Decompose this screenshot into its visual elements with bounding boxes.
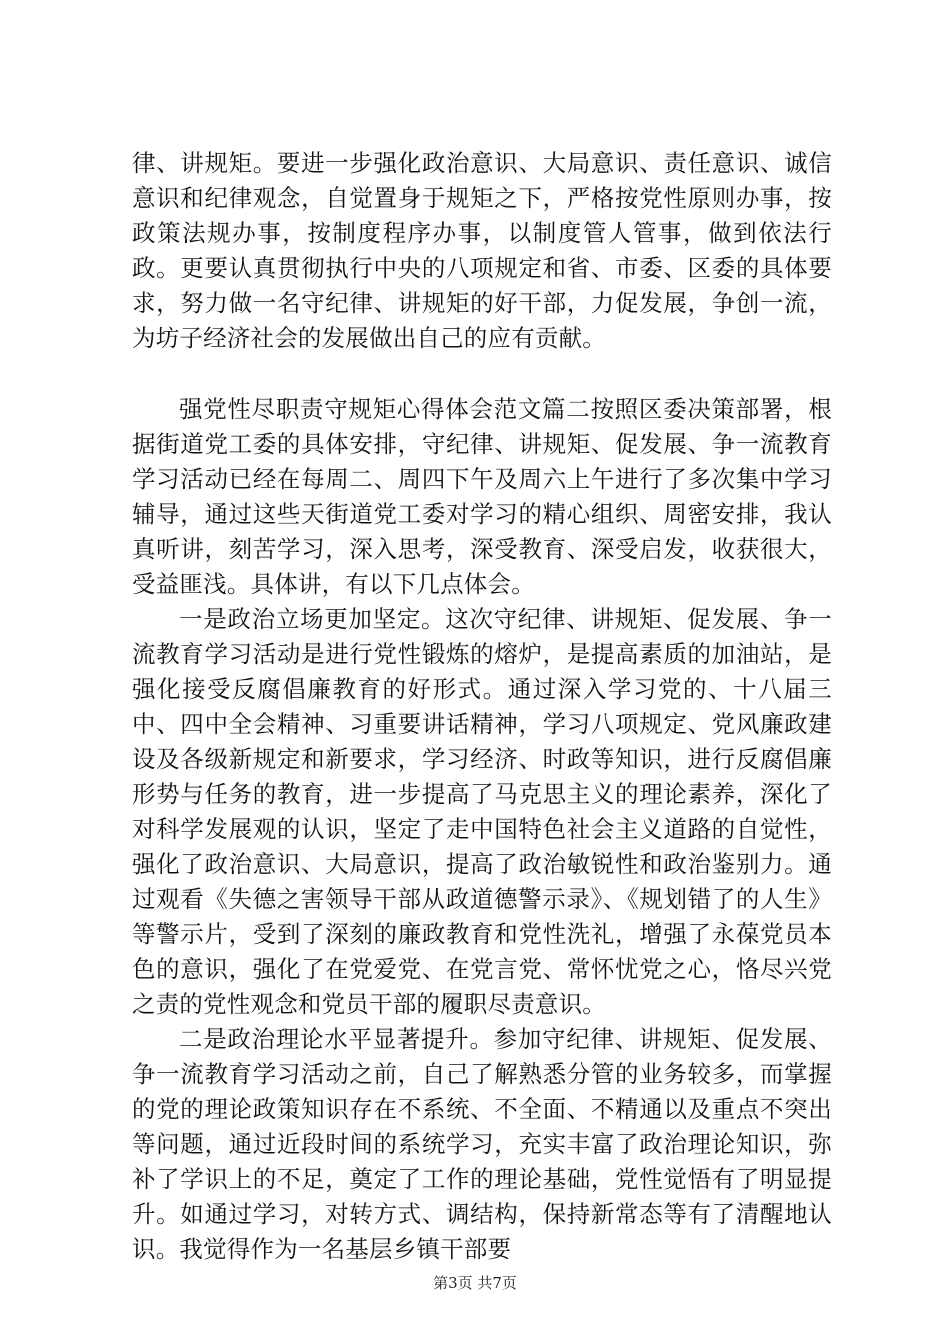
paragraph-point-two: 二是政治理论水平显著提升。参加守纪律、讲规矩、促发展、争一流教育学习活动之前，自己了解熟悉分管的业务较多，而掌握的党的理论政策知识存在不系统、不全面、不精通以及重点不突出等问题，通过近段时间的系统学习，充实丰富了政治理论知识，弥补了学识上的不足，奠定了工作的理论基础，党性觉悟有了明显提升。如通过学习，对转方式、调结构，保持新常态等有了清醒地认识。我觉得作为一名基层乡镇干部要 xyxy=(132,1025,832,1263)
paragraph-continuation: 律、讲规矩。要进一步强化政治意识、大局意识、责任意识、诚信意识和纪律观念，自觉置身于规矩之下，严格按党性原则办事，按政策法规办事，按制度程序办事，以制度管人管事，做到依法行政。更要认真贯彻执行中央的八项规定和省、市委、区委的具体要求，努力做一名守纪律、讲规矩的好干部，力促发展，争创一流，为坊子经济社会的发展做出自己的应有贡献。 xyxy=(132,149,832,352)
page-footer: 第3页 共7页 xyxy=(433,1274,517,1292)
document-body xyxy=(132,146,832,1267)
paragraph-intro: 强党性尽职责守规矩心得体会范文篇二按照区委决策部署，根据街道党工委的具体安排，守纪律、讲规矩、促发展、争一流教育学习活动已经在每周二、周四下午及周六上午进行了多次集中学习辅导，通过这些天街道党工委对学习的精心组织、周密安排，我认真听讲，刻苦学习，深入思考，深受教育、深受启发，收获很大，受益匪浅。具体讲，有以下几点体会。 xyxy=(132,395,832,598)
paragraph-point-one: 一是政治立场更加坚定。这次守纪律、讲规矩、促发展、争一流教育学习活动是进行党性锻炼的熔炉，是提高素质的加油站，是强化接受反腐倡廉教育的好形式。通过深入学习党的、十八届三中、四中全会精神、习重要讲话精神，学习八项规定、党风廉政建设及各级新规定和新要求，学习经济、时政等知识，进行反腐倡廉形势与任务的教育，进一步提高了马克思主义的理论素养，深化了对科学发展观的认识，坚定了走中国特色社会主义道路的自觉性，强化了政治意识、大局意识，提高了政治敏锐性和政治鉴别力。通过观看《失德之害领导干部从政道德警示录》、《规划错了的人生》等警示片，受到了深刻的廉政教育和党性洗礼，增强了永葆党员本色的意识，强化了在党爱党、在党言党、常怀忧党之心，恪尽兴党之责的党性观念和党员干部的履职尽责意识。 xyxy=(132,605,832,1018)
paragraph-gap xyxy=(132,356,832,392)
